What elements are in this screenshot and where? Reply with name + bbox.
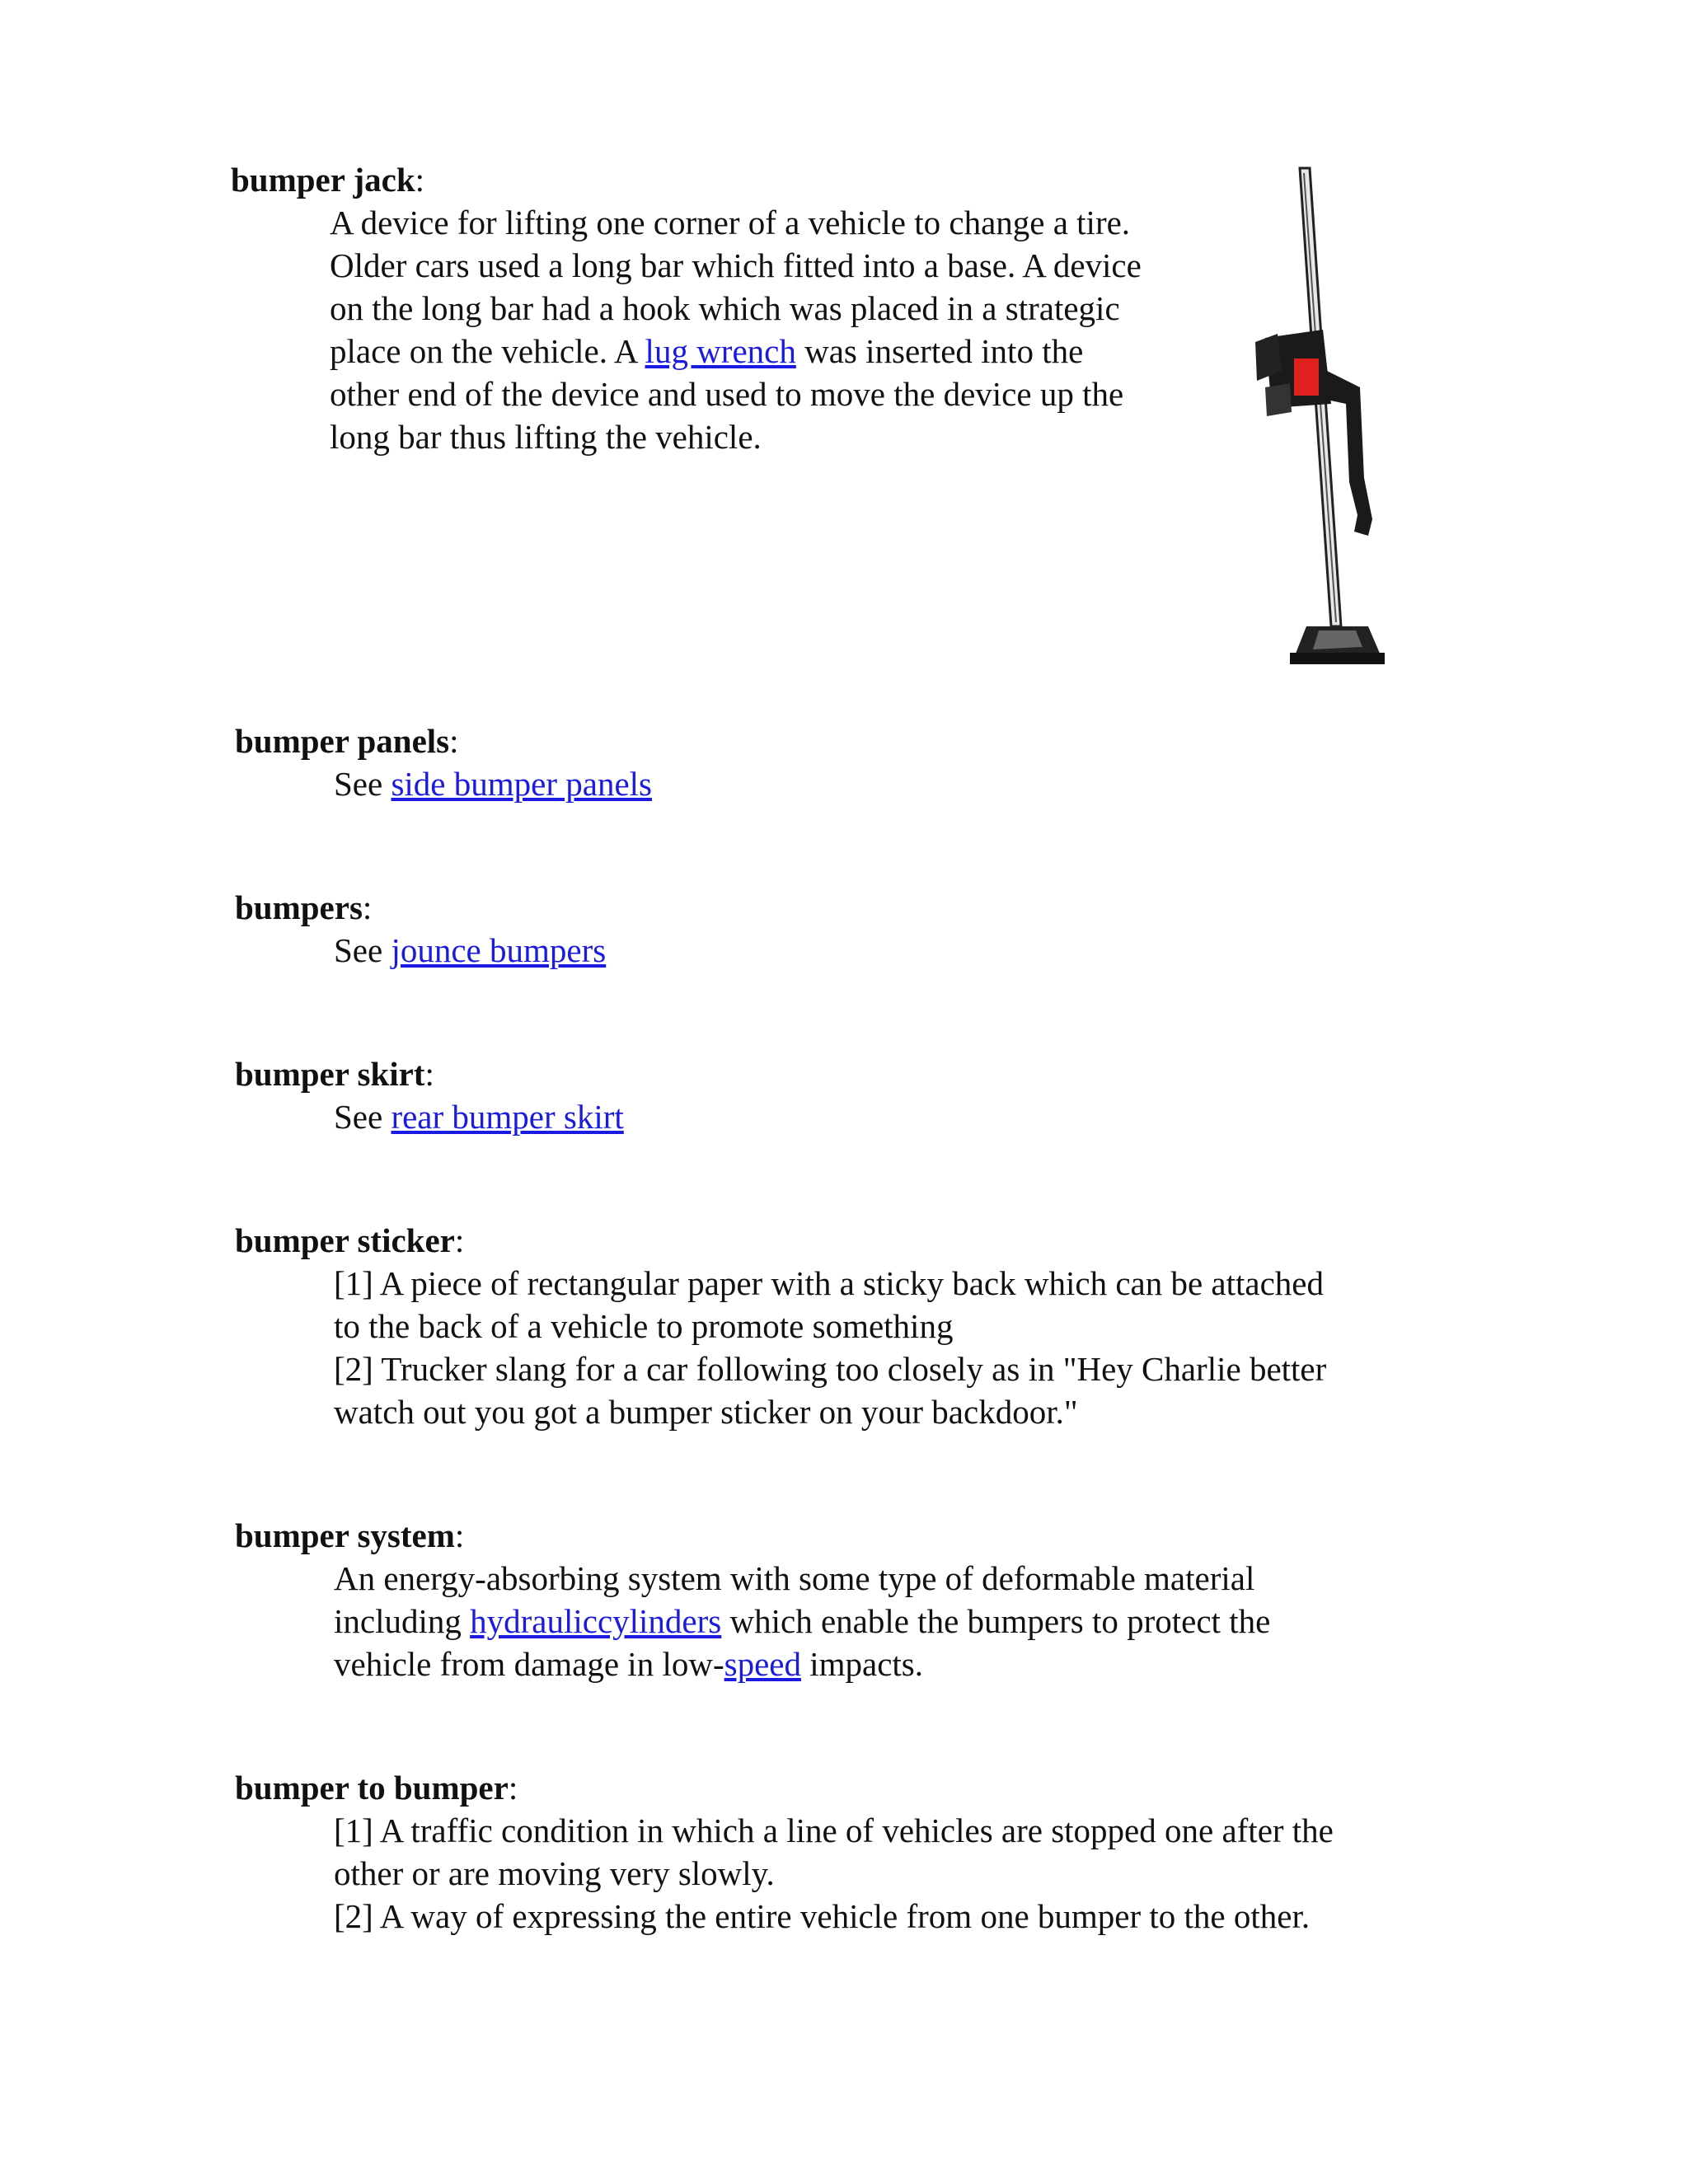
definition-text: [2] Trucker slang for a car following too closely as in "Hey Charlie better [334,1350,1327,1388]
definition-line [334,1600,1270,1643]
link-lug-wrench[interactable]: lug wrench [645,332,796,370]
definition-text: long bar thus lifting the vehicle. [330,418,762,456]
definition-line [330,287,1120,330]
definition-line [334,762,652,805]
definition-line [334,1809,1334,1852]
definition-line [330,330,1083,373]
term-heading: bumper skirt [235,1055,425,1093]
term-colon: : [424,1055,434,1093]
term-colon: : [454,1221,465,1259]
definition-line [334,1305,953,1347]
definition-text: An energy-absorbing system with some type of deformable material [334,1559,1255,1597]
link-rear-bumper-skirt[interactable]: rear bumper skirt [391,1098,624,1136]
term-colon: : [415,161,425,199]
definition-text: A device for lifting one corner of a vehicle to change a tire. [330,204,1131,241]
definition-line [334,1643,923,1685]
definition-text: Older cars used a long bar which fitted into a base. A device [330,246,1142,284]
definition-text: See [334,931,392,969]
definition-text: [1] A traffic condition in which a line of vehicles are stopped one after the [334,1811,1334,1849]
jack-mechanism-red [1294,359,1319,396]
term-bumpers [235,886,372,929]
definition-line [330,244,1142,287]
definition-line [334,1895,1310,1938]
link-hydrauliccylinders[interactable]: hydrauliccylinders [470,1602,722,1640]
term-heading: bumper sticker [235,1221,455,1259]
definition-text: was inserted into the [795,332,1084,370]
definition-text: place on the vehicle. A [330,332,645,370]
definition-text: vehicle from damage in low- [334,1645,724,1683]
definition-line [334,1557,1254,1600]
definition-line [330,373,1123,415]
term-bumper-jack [231,158,424,201]
definition-line [334,1347,1326,1390]
bumper-jack-illustration [1249,165,1455,676]
term-colon: : [508,1769,518,1807]
jack-lever [1265,383,1292,416]
term-colon: : [362,888,373,926]
link-speed[interactable]: speed [724,1645,801,1683]
jack-base-foot [1290,653,1385,664]
definition-line [334,1262,1324,1305]
definition-text: watch out you got a bumper sticker on your backdoor." [334,1393,1078,1431]
link-side-bumper-panels[interactable]: side bumper panels [391,765,652,803]
definition-text: See [334,1098,392,1136]
term-bumper-sticker [235,1219,464,1262]
definition-text: including [334,1602,471,1640]
term-colon: : [449,722,459,760]
term-heading: bumper panels [235,722,450,760]
definition-line [334,1095,624,1138]
definition-text: [1] A piece of rectangular paper with a sticky back which can be attached [334,1264,1324,1302]
link-jounce-bumpers[interactable]: jounce bumpers [391,931,607,969]
definition-text: impacts. [800,1645,923,1683]
definition-line [334,1852,775,1895]
jack-base-detail [1313,630,1362,649]
definition-text: [2] A way of expressing the entire vehicle from one bumper to the other. [334,1897,1311,1935]
term-bumper-panels [235,719,459,762]
definition-line [330,201,1130,244]
term-heading: bumper system [235,1516,455,1554]
definition-text: other or are moving very slowly. [334,1854,775,1892]
term-bumper-to-bumper [235,1766,518,1809]
term-bumper-skirt [235,1052,434,1095]
term-colon: : [454,1516,465,1554]
definition-line [334,929,606,972]
term-heading: bumper to bumper [235,1769,509,1807]
definition-text: which enable the bumpers to protect the [721,1602,1271,1640]
definition-line [330,415,762,458]
definition-line [334,1390,1078,1433]
definition-text: other end of the device and used to move the device up the [330,375,1124,413]
definition-text: See [334,765,392,803]
term-heading: bumpers [235,888,363,926]
term-bumper-system [235,1514,464,1557]
definition-text: on the long bar had a hook which was placed in a strategic [330,289,1120,327]
definition-text: to the back of a vehicle to promote something [334,1307,954,1345]
term-heading: bumper jack [231,161,415,199]
